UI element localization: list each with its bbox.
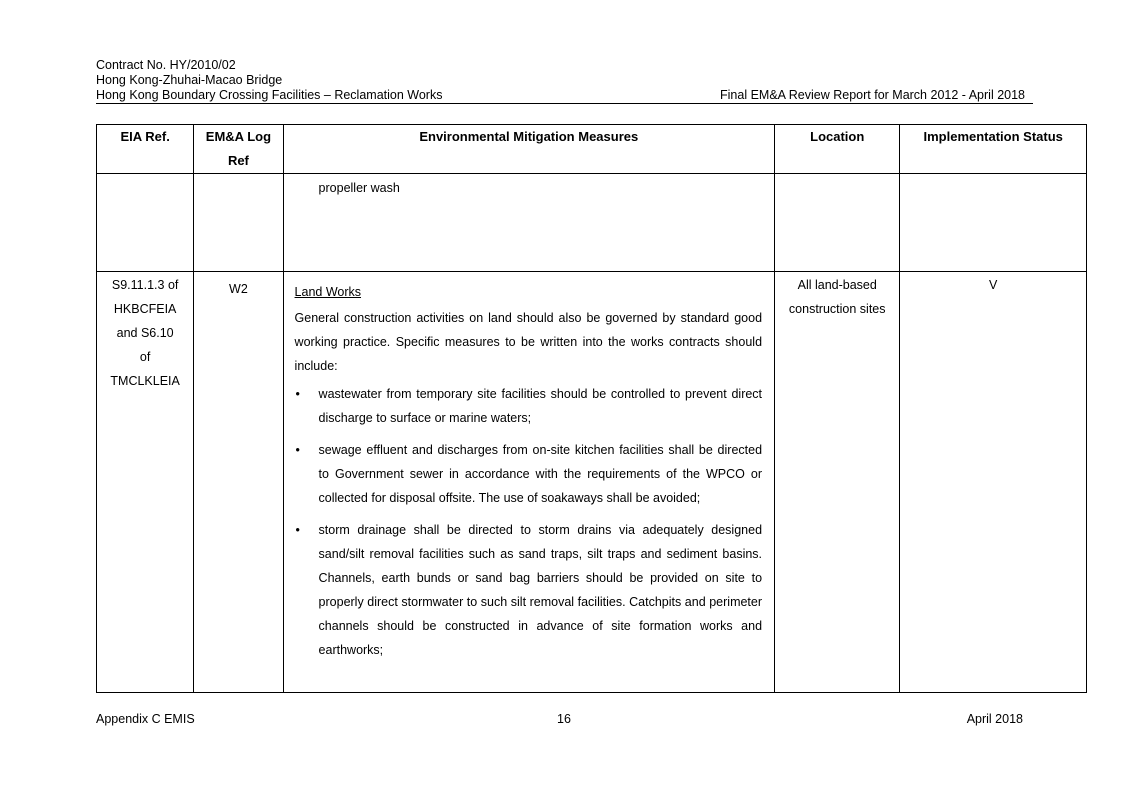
col-header-location: Location xyxy=(775,125,900,174)
table-header-row xyxy=(97,125,1087,174)
header-rule xyxy=(96,103,1033,104)
emis-table xyxy=(96,124,1087,693)
cell-eia-ref xyxy=(97,272,194,693)
header-contract: Contract No. HY/2010/02 xyxy=(96,58,236,72)
cell-status xyxy=(900,174,1087,272)
header-report-title: Final EM&A Review Report for March 2012 - April 2018 xyxy=(720,88,1025,102)
list-item-text: sewage effluent and discharges from on-site kitchen facilities shall be directed to Government sewer in accordance with the requirements of the WPCO or collected for disposal offsite. The use of soakaways shall be avoided; xyxy=(318,443,763,505)
cell-status xyxy=(900,272,1087,693)
eia-ref-line: TMCLKLEIA xyxy=(110,374,180,388)
cell-location xyxy=(775,174,900,272)
measure-title: Land Works xyxy=(294,285,362,299)
eia-ref-line: of xyxy=(139,350,151,364)
cell-measures xyxy=(283,272,774,693)
location-line: All land-based xyxy=(797,278,877,292)
cell-log-ref xyxy=(194,272,283,693)
list-item xyxy=(295,438,762,510)
bullet-icon: • xyxy=(295,443,300,457)
continued-text: propeller wash xyxy=(318,181,400,195)
footer-page-number: 16 xyxy=(557,712,571,726)
log-ref-value: W2 xyxy=(229,282,248,296)
col-header-status: Implementation Status xyxy=(900,125,1087,174)
eia-ref-line: and S6.10 xyxy=(116,326,174,340)
table-row xyxy=(97,174,1087,272)
col-header-log-ref: EM&A Log Ref xyxy=(194,125,283,174)
bullet-icon: • xyxy=(295,387,300,401)
table-row xyxy=(97,272,1087,693)
cell-eia-ref xyxy=(97,174,194,272)
bullet-icon: • xyxy=(295,523,300,537)
cell-measures xyxy=(283,174,774,272)
list-item xyxy=(295,518,762,662)
footer-date: April 2018 xyxy=(966,712,1023,726)
measure-list xyxy=(295,382,762,662)
implementation-status: V xyxy=(989,278,998,292)
header-works: Hong Kong Boundary Crossing Facilities – Reclamation Works xyxy=(96,88,443,102)
col-header-measures: Environmental Mitigation Measures xyxy=(283,125,774,174)
footer-appendix: Appendix C EMIS xyxy=(96,712,195,726)
measure-intro: General construction activities on land should also be governed by standard good working practice. Specific measures to be written into the works contracts should include: xyxy=(294,311,763,373)
list-item xyxy=(295,382,762,430)
cell-location xyxy=(775,272,900,693)
location-line: construction sites xyxy=(788,302,886,316)
list-item-text: wastewater from temporary site facilities should be controlled to prevent direct discharge to surface or marine waters; xyxy=(318,387,763,425)
list-item-text: storm drainage shall be directed to storm drains via adequately designed sand/silt removal facilities such as sand traps, silt traps and sediment basins. Channels, earth bunds or sand bag barriers should be provided on site to properly direct stormwater to such silt removal facilities. Catchpits and perimeter channels should be constructed in advance of site formation works and earthworks; xyxy=(318,523,763,657)
cell-log-ref xyxy=(194,174,283,272)
eia-ref-line: HKBCFEIA xyxy=(113,302,177,316)
eia-ref-line: S9.11.1.3 of xyxy=(111,278,179,292)
col-header-eia-ref: EIA Ref. xyxy=(97,125,194,174)
header-project: Hong Kong-Zhuhai-Macao Bridge xyxy=(96,73,283,87)
